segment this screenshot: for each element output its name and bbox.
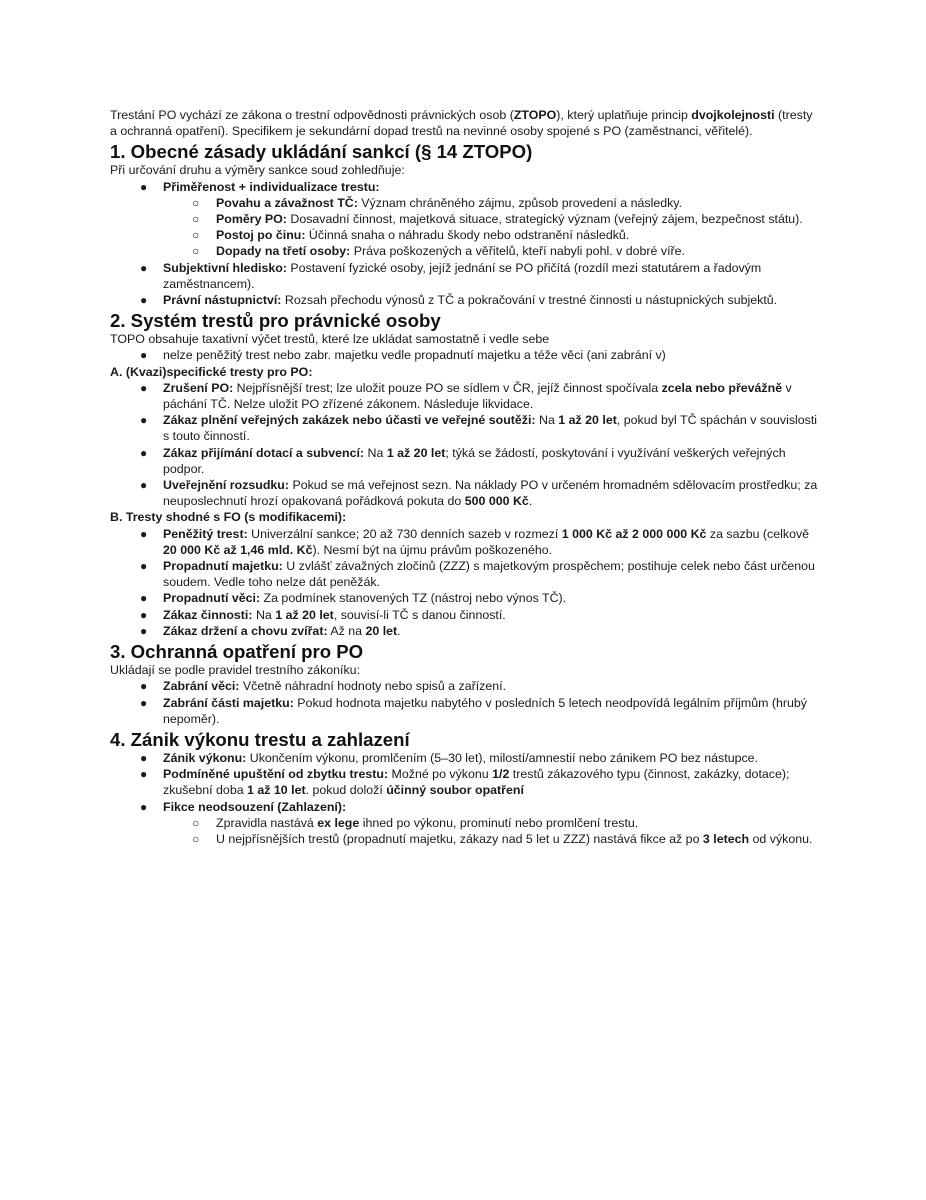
item-text: Nejpřísnější trest; lze uložit pouze PO se sídlem v ČR, jejíž činnost spočívala (233, 380, 662, 395)
item-label: Zánik výkonu: (163, 750, 247, 765)
item-bold: 20 let (365, 623, 398, 638)
list-item (110, 799, 820, 848)
item-text: . (528, 494, 533, 509)
item-text: za sazbu (celkově (706, 526, 810, 541)
list-item (110, 815, 820, 831)
bullet-list (110, 526, 820, 639)
section-heading: 3. Ochranná opatření pro PO (110, 641, 364, 663)
bullet-icon: ● (140, 767, 148, 782)
item-label: Propadnutí majetku: (163, 559, 283, 574)
item-text: Dosavadní činnost, majetková situace, strategický význam (veřejný zájem, bezpečnost státu). (286, 212, 803, 227)
list-item (110, 195, 820, 211)
item-text: Na (364, 445, 387, 460)
item-text: Možné po výkonu (388, 767, 493, 782)
intro-text: (tresty a ochranná opatření). Specifikem je sekundární dopad trestů na nevinné osoby spojené s PO (zaměstnanci, věřitelé). (110, 108, 813, 139)
section-heading: 1. Obecné zásady ukládání sankcí (§ 14 ZTOPO) (110, 141, 533, 163)
item-label: Zákaz činnosti: (163, 607, 253, 622)
sub-list (163, 195, 820, 260)
list-item (110, 607, 820, 623)
bullet-icon: ● (140, 623, 148, 638)
bullet-list (110, 347, 820, 363)
item-text: . (397, 623, 401, 638)
section-heading: 4. Zánik výkonu trestu a zahlazení (110, 728, 410, 750)
list-item (110, 292, 820, 308)
item-bold: 1 až 20 let (275, 607, 334, 622)
item-label: Peněžitý trest: (163, 526, 248, 541)
item-text: ). Nesmí být na újmu právům poškozeného. (312, 542, 553, 557)
item-bold: 1 až 10 let (247, 783, 306, 798)
bullet-list (110, 380, 820, 510)
intro-text: Trestání PO vychází ze zákona o trestní odpovědnosti právnických osob ( (110, 108, 514, 122)
list-item (110, 590, 820, 606)
bullet-icon: ● (140, 348, 148, 363)
item-text: , souvisí-li TČ s danou činností. (333, 607, 506, 622)
item-text: Až na (327, 623, 366, 638)
list-item (110, 558, 820, 590)
section-intro: Při určování druhu a výměry sankce soud zohledňuje: (110, 163, 405, 178)
list-item (110, 477, 820, 509)
item-label: Zákaz přijímání dotací a subvencí: (163, 445, 365, 460)
bullet-icon: ● (140, 260, 148, 275)
list-item (110, 260, 820, 292)
item-bold: 500 000 Kč (464, 494, 529, 509)
circle-bullet-icon: ○ (192, 228, 200, 243)
list-item (110, 412, 820, 444)
item-text: , pokud byl TČ spáchán v souvislosti s touto činností. (163, 413, 818, 444)
item-label: Postoj po činu: (216, 228, 306, 243)
item-bold: zcela nebo převážně (661, 380, 783, 395)
item-text: Účinná snaha o náhradu škody nebo odstranění následků. (305, 228, 630, 243)
item-label: Poměry PO: (216, 212, 287, 227)
item-label: Zákaz plnění veřejných zakázek nebo účasti ve veřejné soutěži: (163, 413, 536, 428)
bullet-icon: ● (140, 591, 148, 606)
list-item (110, 243, 820, 259)
item-text: ; týká se žádostí, poskytování i využívání veškerých veřejných podpor. (163, 445, 786, 476)
bullet-icon: ● (140, 750, 148, 765)
bullet-icon: ● (140, 559, 148, 574)
intro-bold: ZTOPO (513, 108, 557, 122)
item-label: Zabrání věci: (163, 679, 240, 694)
item-label: Zrušení PO: (163, 380, 234, 395)
item-text: Za podmínek stanovených TZ (nástroj nebo výnos TČ). (260, 591, 567, 606)
item-text: Postavení fyzické osoby, jejíž jednání se PO přičítá (rozdíl mezi statutárem a řadovým zaměstnancem). (163, 260, 762, 291)
bullet-icon: ● (140, 526, 148, 541)
item-text: U nejpřísnějších trestů (propadnutí majetku, zákazy nad 5 let u ZZZ) nastává fikce až po (216, 831, 703, 846)
item-label: Fikce neodsouzení (Zahlazení): (163, 799, 347, 814)
intro-bold: dvojkolejnosti (691, 108, 775, 122)
list-item (110, 678, 820, 694)
circle-bullet-icon: ○ (192, 831, 200, 846)
intro-paragraph (110, 107, 820, 139)
item-text: Na (535, 413, 559, 428)
section-intro: Ukládají se podle pravidel trestního zákoníku: (110, 663, 361, 678)
item-label: Zákaz držení a chovu zvířat: (163, 623, 328, 638)
item-text: Pokud se má veřejnost sezn. Na náklady PO v určeném hromadném sdělovacím prostředku; za neuposlechnutí hrozí opakovaná pořádková pokuta do (163, 478, 818, 509)
item-text: U zvlášť závažných zločinů (ZZZ) s majetkovým prospěchem; postihuje celek nebo část určenou soudem. Vedle toho nelze dát peněžák. (163, 559, 815, 590)
item-label: Přiměřenost + individualizace trestu: (163, 179, 380, 194)
item-bold: ex lege (317, 815, 360, 830)
item-text: Zpravidla nastává (216, 815, 318, 830)
item-label: Propadnutí věci: (163, 591, 261, 606)
item-text: Univerzální sankce; 20 až 730 denních sazeb v rozmezí (247, 526, 562, 541)
item-text: ihned po výkonu, prominutí nebo promlčení trestu. (359, 815, 639, 830)
bullet-icon: ● (140, 293, 148, 308)
bullet-icon: ● (140, 607, 148, 622)
item-text: Ukončením výkonu, promlčením (5–30 let), milostí/amnestií nebo zánikem PO bez nástupce. (246, 750, 759, 765)
item-text: Rozsah přechodu výnosů z TČ a pokračování v trestné činnosti u nástupnických subjektů. (281, 293, 778, 308)
item-text: trestů zákazového typu (činnost, zakázky, dotace); zkušební doba (163, 767, 790, 798)
item-text: . pokud doloží (305, 783, 387, 798)
bullet-icon: ● (140, 695, 148, 710)
list-item (110, 750, 820, 766)
item-bold: 20 000 Kč až 1,46 mld. Kč (163, 542, 313, 557)
bullet-icon: ● (140, 413, 148, 428)
item-label: Uveřejnění rozsudku: (163, 478, 289, 493)
item-text: Pokud hodnota majetku nabytého v posledních 5 letech neodpovídá legálním příjmům (hrubý nepoměr). (163, 695, 807, 726)
section-intro: TOPO obsahuje taxativní výčet trestů, které lze ukládat samostatně i vedle sebe (110, 332, 550, 347)
subsection-heading: B. Tresty shodné s FO (s modifikacemi): (110, 510, 347, 525)
bullet-icon: ● (140, 478, 148, 493)
list-item (110, 211, 820, 227)
intro-text: ), který uplatňuje princip (556, 108, 692, 122)
item-label: Povahu a závažnost TČ: (216, 195, 358, 210)
list-item (110, 831, 820, 847)
item-label: Dopady na třetí osoby: (216, 244, 351, 259)
list-item (110, 766, 820, 798)
item-bold: 1/2 (492, 767, 510, 782)
item-text: Práva poškozených a věřitelů, kteří nabyli pohl. v dobré víře. (350, 244, 685, 259)
list-item (110, 623, 820, 639)
bullet-list (110, 750, 820, 847)
list-item (110, 347, 820, 363)
item-label: Subjektivní hledisko: (163, 260, 287, 275)
item-bold: 1 až 20 let (558, 413, 617, 428)
bullet-list (110, 678, 820, 727)
list-item (110, 695, 820, 727)
list-item (110, 526, 820, 558)
item-text: Včetně náhradní hodnoty nebo spisů a zařízení. (239, 679, 507, 694)
list-item (110, 380, 820, 412)
item-bold: účinný soubor opatření (386, 783, 524, 798)
item-text: od výkonu. (749, 831, 813, 846)
item-bold: 1 až 20 let (386, 445, 446, 460)
list-item (110, 445, 820, 477)
item-label: Zabrání části majetku: (163, 695, 294, 710)
item-label: Podmíněné upuštění od zbytku trestu: (163, 767, 389, 782)
list-item (110, 179, 820, 260)
bullet-icon: ● (140, 380, 148, 395)
item-label: Právní nástupnictví: (163, 293, 282, 308)
bullet-icon: ● (140, 445, 148, 460)
item-bold: 3 letech (702, 831, 750, 846)
bullet-icon: ● (140, 799, 148, 814)
bullet-icon: ● (140, 679, 148, 694)
sub-list (163, 815, 820, 847)
item-text: Na (252, 607, 276, 622)
item-text: nelze peněžitý trest nebo zabr. majetku vedle propadnutí majetku a téže věci (ani zabrání v) (163, 348, 666, 363)
circle-bullet-icon: ○ (192, 815, 200, 830)
document-page (110, 107, 820, 847)
list-item (110, 227, 820, 243)
subsection-heading: A. (Kvazi)specifické tresty pro PO: (110, 364, 313, 379)
circle-bullet-icon: ○ (192, 244, 200, 259)
bullet-list (110, 179, 820, 309)
item-bold: 1 000 Kč až 2 000 000 Kč (561, 526, 707, 541)
bullet-icon: ● (140, 179, 148, 194)
item-text: Význam chráněného zájmu, způsob provedení a následky. (357, 195, 683, 210)
item-text: v páchání TČ. Nelze uložit PO zřízené zákonem. Následuje likvidace. (163, 380, 792, 412)
circle-bullet-icon: ○ (192, 195, 200, 210)
circle-bullet-icon: ○ (192, 212, 200, 227)
section-heading: 2. Systém trestů pro právnické osoby (110, 310, 441, 332)
